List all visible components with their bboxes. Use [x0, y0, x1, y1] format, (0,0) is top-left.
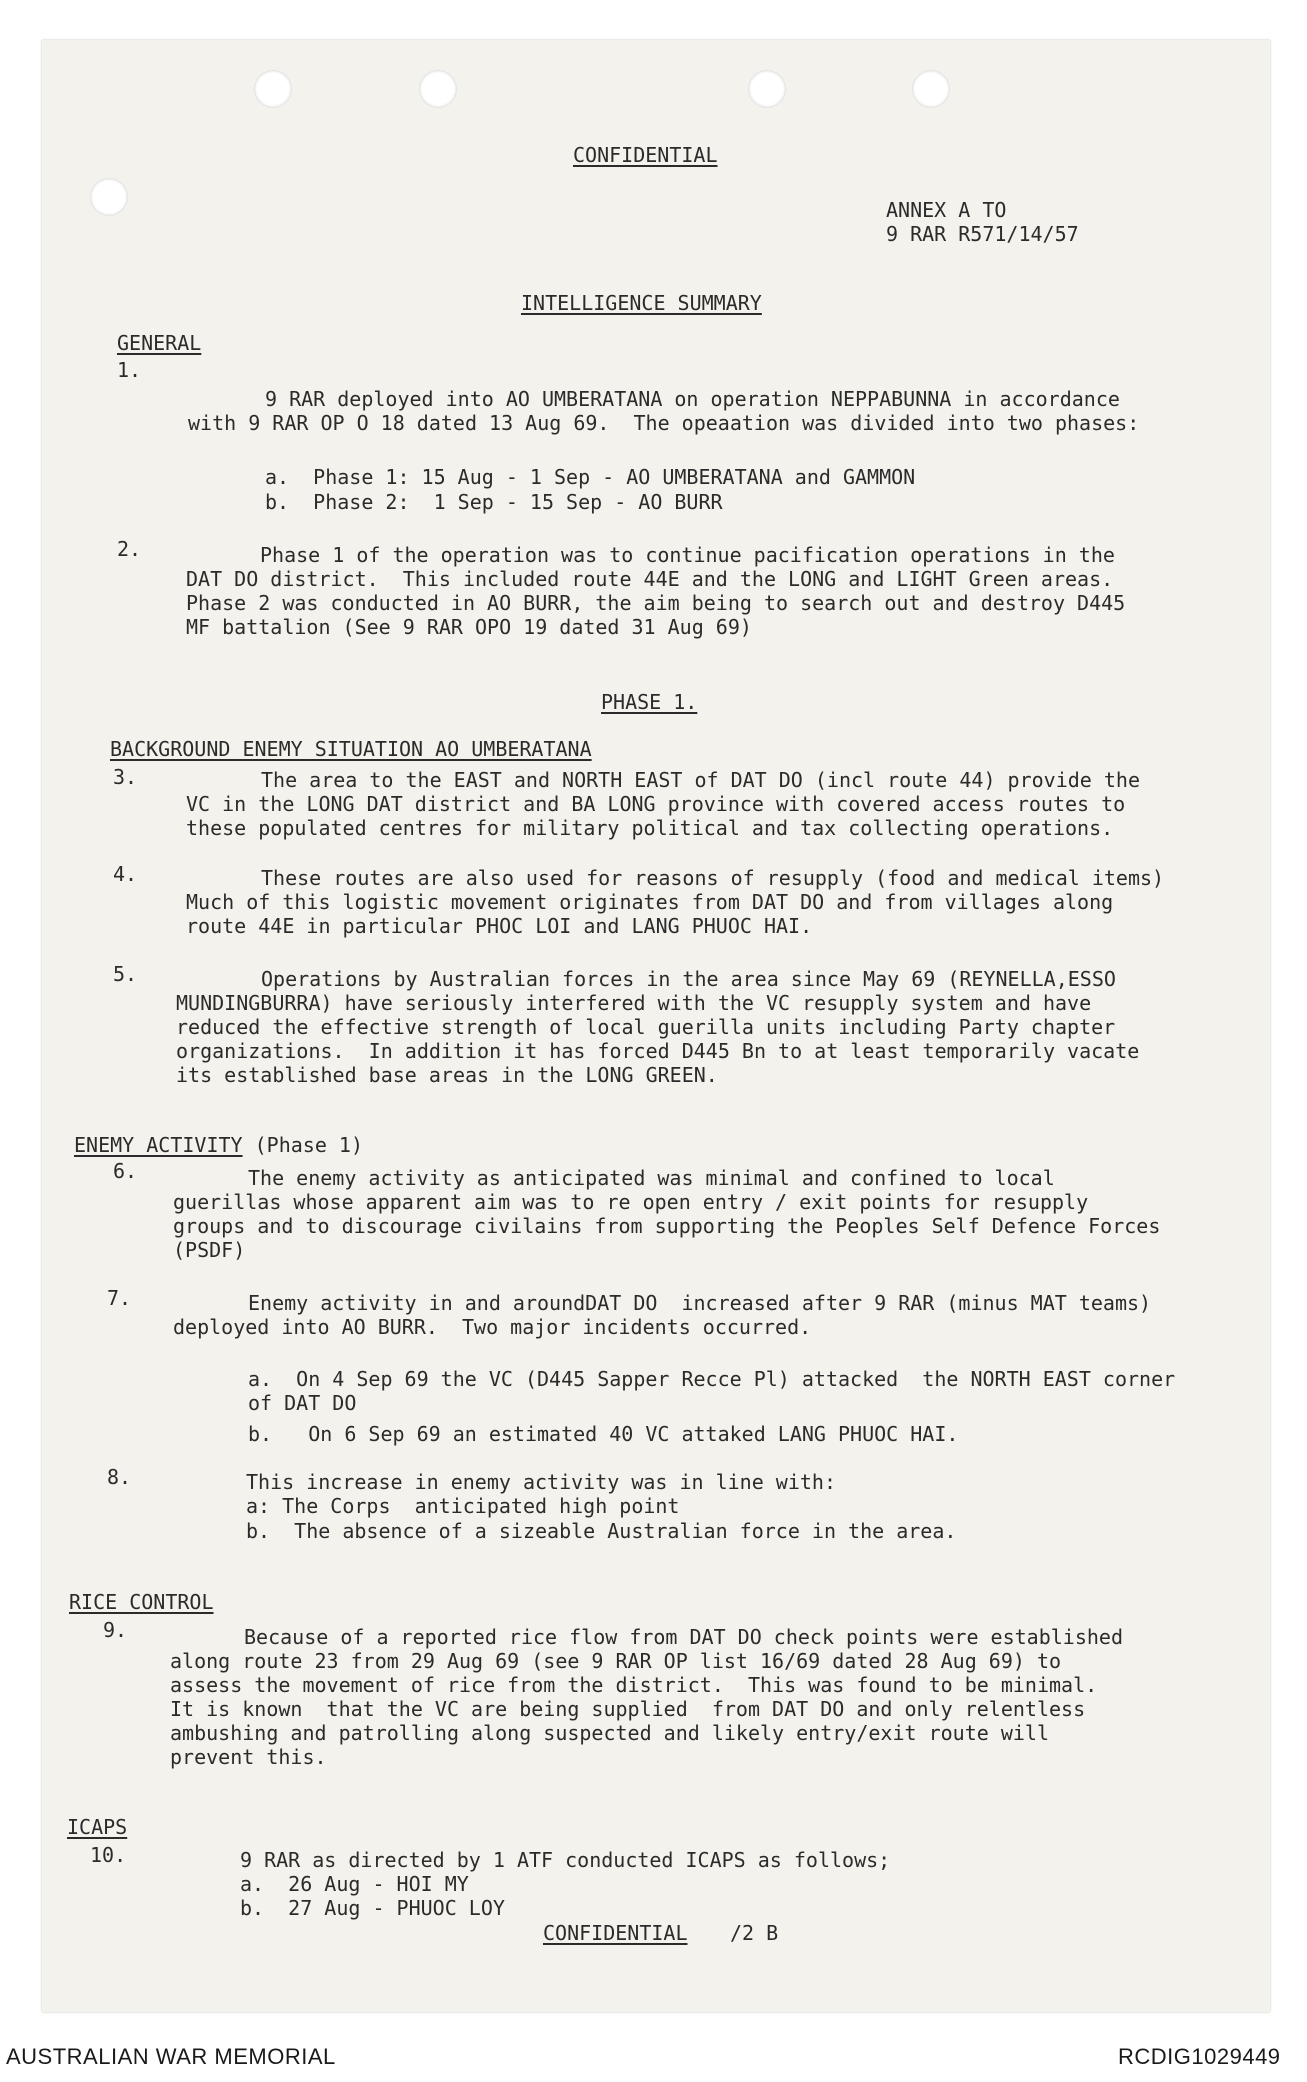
para-line: b. The absence of a sizeable Australian force in the area. [246, 1519, 957, 1543]
para-line: a: The Corps anticipated high point [246, 1494, 680, 1518]
para-number: 2. [117, 537, 142, 561]
para-line: b. 27 Aug - PHUOC LOY [240, 1896, 505, 1920]
section-heading-enemy-activity [74, 1133, 363, 1157]
phase-1-title: PHASE 1. [601, 690, 698, 714]
para-line: Because of a reported rice flow from DAT DO check points were established [244, 1625, 1123, 1649]
footer-record-id: RCDIG1029449 [1118, 2044, 1281, 2069]
para-line: assess the movement of rice from the district. This was found to be minimal. [170, 1673, 1098, 1697]
para-line: MUNDINGBURRA) have seriously interfered with the VC resupply system and have [176, 991, 1092, 1015]
enemy-activity-suffix: (Phase 1) [242, 1133, 363, 1157]
annex-line-2: 9 RAR R571/14/57 [886, 222, 1079, 246]
para-line: The enemy activity as anticipated was minimal and confined to local [248, 1166, 1055, 1190]
enemy-activity-label: ENEMY ACTIVITY [74, 1133, 243, 1157]
para-number: 8. [107, 1465, 132, 1489]
para-line: ambushing and patrolling along suspected and likely entry/exit route will [170, 1721, 1049, 1745]
incident-a-line: of DAT DO [248, 1391, 357, 1415]
para-number: 6. [113, 1159, 138, 1183]
para-line: along route 23 from 29 Aug 69 (see 9 RAR OP list 16/69 dated 28 Aug 69) to [170, 1649, 1062, 1673]
para-line: The area to the EAST and NORTH EAST of DAT DO (incl route 44) provide the [261, 768, 1140, 792]
para-line: its established base areas in the LONG GREEN. [176, 1063, 718, 1087]
para-line: 9 RAR deployed into AO UMBERATANA on operation NEPPABUNNA in accordance [265, 387, 1120, 411]
para-line: a. 26 Aug - HOI MY [240, 1872, 469, 1896]
section-heading-rice-control: RICE CONTROL [69, 1590, 214, 1614]
section-heading-general: GENERAL [117, 331, 202, 355]
para-line: MF battalion (See 9 RAR OPO 19 dated 31 Aug 69) [186, 615, 752, 639]
page-reference: /2 B [730, 1921, 779, 1945]
para-number: 4. [113, 862, 138, 886]
para-line: deployed into AO BURR. Two major incidents occurred. [173, 1315, 812, 1339]
para-line: Phase 2 was conducted in AO BURR, the aim being to search out and destroy D445 [186, 591, 1126, 615]
para-line: organizations. In addition it has forced D445 Bn to at least temporarily vacate [176, 1039, 1140, 1063]
para-line: DAT DO district. This included route 44E and the LONG and LIGHT Green areas. [186, 567, 1114, 591]
para-number: 1. [117, 358, 142, 382]
document-title: INTELLIGENCE SUMMARY [521, 291, 762, 315]
para-line: groups and to discourage civilains from supporting the Peoples Self Defence Forces [173, 1214, 1161, 1238]
section-heading-background: BACKGROUND ENEMY SITUATION AO UMBERATANA [110, 737, 592, 761]
para-line: Much of this logistic movement originates from DAT DO and from villages along [186, 890, 1114, 914]
classification-bottom: CONFIDENTIAL [543, 1921, 688, 1945]
para-line: 9 RAR as directed by 1 ATF conducted ICAPS as follows; [240, 1848, 891, 1872]
para-number: 5. [113, 962, 138, 986]
para-line: Enemy activity in and aroundDAT DO increased after 9 RAR (minus MAT teams) [248, 1291, 1152, 1315]
para-line: with 9 RAR OP O 18 dated 13 Aug 69. The opeaation was divided into two phases: [188, 411, 1140, 435]
para-line: (PSDF) [173, 1238, 246, 1262]
punch-hole [419, 70, 457, 108]
incident-b: b. On 6 Sep 69 an estimated 40 VC attaked LANG PHUOC HAI. [248, 1422, 959, 1446]
footer-archive-name: AUSTRALIAN WAR MEMORIAL [6, 2044, 336, 2069]
classification-top: CONFIDENTIAL [573, 143, 718, 167]
annex-line-1: ANNEX A TO [886, 198, 1007, 222]
para-line: prevent this. [170, 1745, 327, 1769]
para-line: These routes are also used for reasons of resupply (food and medical items) [261, 866, 1165, 890]
para-line: VC in the LONG DAT district and BA LONG province with covered access routes to [186, 792, 1126, 816]
para-line: reduced the effective strength of local guerilla units including Party chapter [176, 1015, 1116, 1039]
para-line: guerillas whose apparent aim was to re open entry / exit points for resupply [173, 1190, 1089, 1214]
para-line: these populated centres for military political and tax collecting operations. [186, 816, 1114, 840]
para-line: route 44E in particular PHOC LOI and LANG PHUOC HAI. [186, 914, 813, 938]
punch-hole [912, 70, 950, 108]
incident-a-line: a. On 4 Sep 69 the VC (D445 Sapper Recce Pl) attacked the NORTH EAST corner [248, 1367, 1176, 1391]
phase-item-b: b. Phase 2: 1 Sep - 15 Sep - AO BURR [265, 490, 723, 514]
para-line: This increase in enemy activity was in line with: [246, 1470, 837, 1494]
section-heading-icaps: ICAPS [67, 1815, 128, 1839]
phase-item-a: a. Phase 1: 15 Aug - 1 Sep - AO UMBERATANA and GAMMON [265, 465, 916, 489]
para-number: 7. [107, 1286, 132, 1310]
para-number: 3. [113, 765, 138, 789]
punch-hole [254, 70, 292, 108]
punch-hole [748, 70, 786, 108]
para-line: It is known that the VC are being supplied from DAT DO and only relentless [170, 1697, 1086, 1721]
punch-hole [90, 178, 128, 216]
para-line: Operations by Australian forces in the area since May 69 (REYNELLA,ESSO [261, 967, 1116, 991]
para-number: 10. [90, 1843, 127, 1867]
para-line: Phase 1 of the operation was to continue pacification operations in the [260, 543, 1115, 567]
para-number: 9. [103, 1618, 128, 1642]
